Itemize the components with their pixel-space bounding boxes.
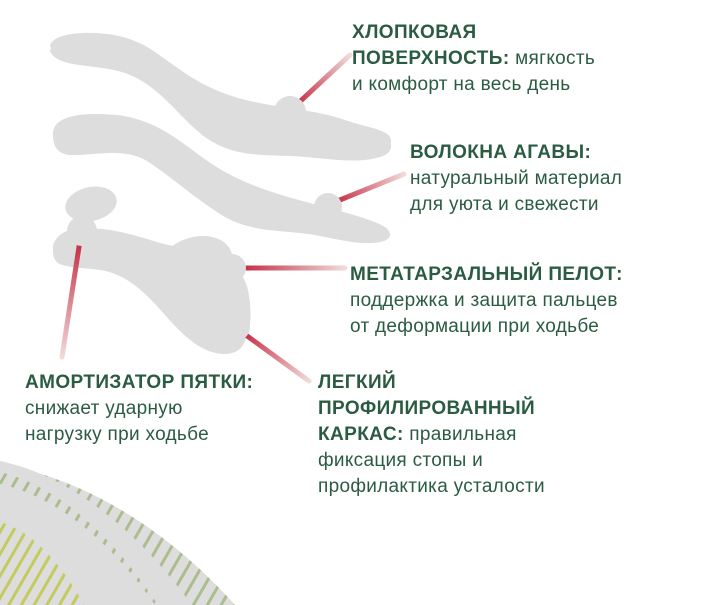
callout-line	[410, 140, 622, 166]
callout-text-segment: фиксация стопы и	[318, 450, 484, 471]
callout-line	[318, 370, 545, 396]
callout-title-segment: ПРОФИЛИРОВАННЫЙ	[318, 398, 536, 419]
callout-text-segment: от деформации при ходьбе	[350, 316, 600, 337]
callout-line	[318, 396, 545, 422]
callout-text-segment: мягкость	[509, 48, 596, 69]
callout-line	[25, 370, 253, 396]
callout-heel-shock-absorber	[25, 370, 253, 448]
callout-title-segment: ХЛОПКОВАЯ	[352, 22, 477, 43]
callout-title-segment: ЛЕГКИЙ	[318, 372, 397, 393]
corner-wave-decoration	[0, 461, 235, 605]
callout-line	[410, 192, 622, 218]
callout-line	[350, 314, 623, 340]
callout-title-segment: МЕТАТАРЗАЛЬНЫЙ ПЕЛОТ:	[350, 264, 623, 285]
callout-profiled-frame	[318, 370, 545, 500]
dot-cotton	[274, 96, 306, 128]
callout-metatarsal-pad	[350, 262, 623, 340]
callout-line	[352, 72, 595, 98]
callout-cotton-surface	[352, 20, 595, 98]
leader-line-agave	[330, 174, 404, 204]
callout-line	[352, 46, 595, 72]
callout-text-segment: нагрузку при ходьбе	[25, 424, 209, 445]
callout-line	[350, 262, 623, 288]
callout-text-segment: правильная	[403, 424, 517, 445]
callout-text-segment: для уюта и свежести	[410, 194, 599, 215]
callout-text-segment: снижает ударную	[25, 398, 183, 419]
dot-heel	[67, 216, 97, 246]
callout-text-segment: профилактика усталости	[318, 476, 545, 497]
callout-line	[410, 166, 622, 192]
callout-line	[25, 422, 253, 448]
callout-text-segment: и комфорт на весь день	[352, 74, 571, 95]
callout-line	[352, 20, 595, 46]
callout-line	[318, 422, 545, 448]
callout-line	[318, 474, 545, 500]
callout-line	[318, 448, 545, 474]
callout-text-segment: поддержка и защита пальцев	[350, 290, 618, 311]
leader-line-cotton	[293, 55, 350, 108]
dot-frame	[222, 313, 250, 341]
callout-title-segment: КАРКАС:	[318, 424, 404, 445]
dot-metatarsal	[218, 254, 246, 282]
callout-title-segment: ВОЛОКНА АГАВЫ:	[410, 142, 592, 163]
callout-line	[350, 288, 623, 314]
callout-text-segment: натуральный материал	[410, 168, 623, 189]
callout-agave-fibers	[410, 140, 622, 218]
callout-title-segment: АМОРТИЗАТОР ПЯТКИ:	[25, 372, 254, 393]
callout-line	[25, 396, 253, 422]
callout-title-segment: ПОВЕРХНОСТЬ:	[352, 48, 510, 69]
dot-agave	[314, 193, 342, 221]
